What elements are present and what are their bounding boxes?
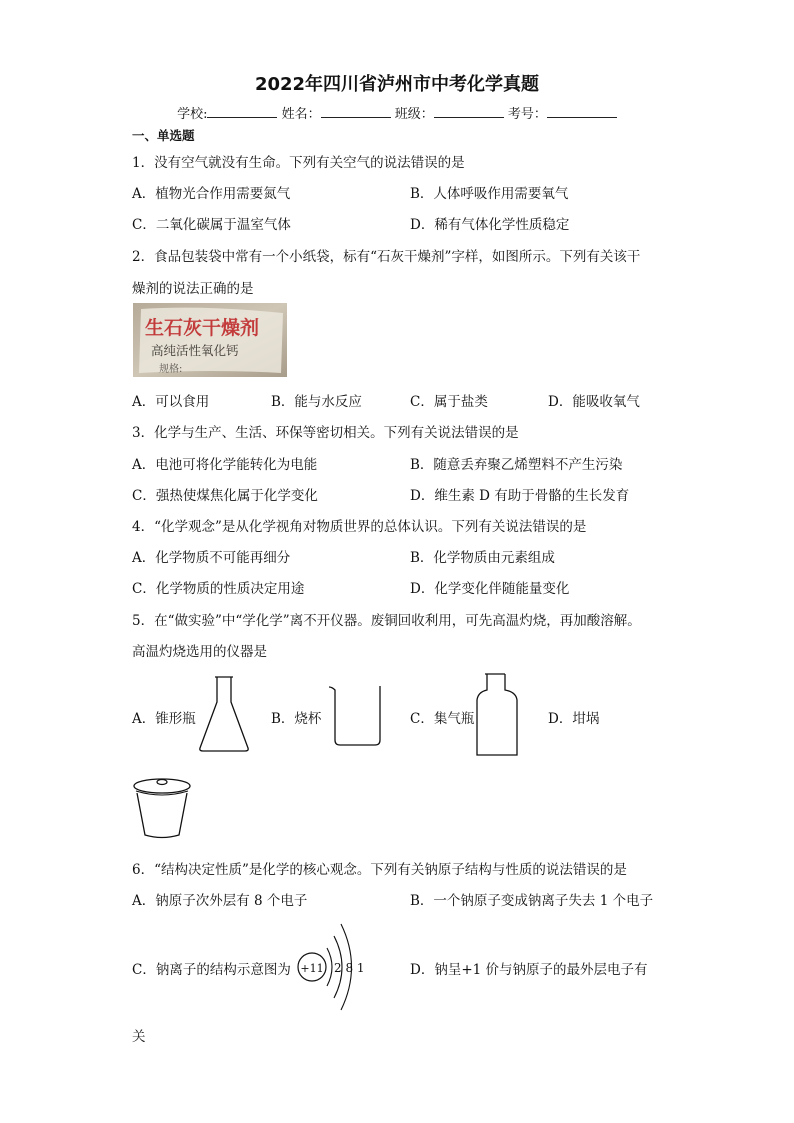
q4-option-d: D．化学变化伴随能量变化 (410, 581, 570, 597)
desiccant-package-photo (133, 303, 287, 377)
conical-flask-icon (196, 674, 256, 754)
q1-option-b: B．人体呼吸作用需要氧气 (410, 186, 569, 202)
q4-option-a: A．化学物质不可能再细分 (132, 550, 291, 566)
class-blank (434, 106, 504, 118)
nucleus-label: +11 (300, 962, 324, 975)
q2-option-c: C．属于盐类 (410, 394, 488, 410)
question-3-stem: 3．化学与生产、生活、环保等密切相关。下列有关说法错误的是 (132, 425, 519, 441)
q2-option-a: A．可以食用 (132, 394, 210, 410)
q3-option-d: D．维生素 D 有助于骨骼的生长发育 (410, 488, 630, 504)
q2-option-b: B．能与水反应 (271, 394, 362, 410)
q6-option-d-continued: 关 (132, 1029, 146, 1045)
photo-line-1: 生石灰干燥剂 (145, 317, 260, 339)
sodium-atom-structure-diagram (296, 920, 376, 1015)
school-blank (207, 106, 277, 118)
q3-option-c: C．强热使煤焦化属于化学变化 (132, 488, 318, 504)
q1-option-d: D．稀有气体化学性质稳定 (410, 217, 570, 233)
q3-option-b: B．随意丢弃聚乙烯塑料不产生污染 (410, 457, 623, 473)
desiccant-photo-graphic (133, 303, 287, 377)
beaker-icon (327, 683, 387, 753)
crucible-icon (130, 775, 200, 845)
school-label: 学校: (177, 107, 208, 122)
name-label: 姓名： (281, 107, 321, 122)
photo-line-3: 规格: (159, 364, 183, 375)
section-heading: 一、单选题 (132, 128, 195, 143)
exam-no-label: 考号： (507, 107, 547, 122)
page-title: 2022年四川省泸州市中考化学真题 (254, 74, 540, 95)
q4-option-c: C．化学物质的性质决定用途 (132, 581, 305, 597)
electron-shell-numbers: 2 8 1 (334, 961, 365, 975)
gas-collecting-bottle-icon (470, 670, 530, 765)
question-5-stem-line2: 高温灼烧选用的仪器是 (132, 644, 267, 660)
q6-option-c: C．钠离子的结构示意图为 (132, 962, 291, 978)
question-2-stem-line1: 2．食品包装袋中常有一个小纸袋，标有“石灰干燥剂”字样，如图所示。下列有关该干 (132, 249, 641, 265)
q5-option-c: C．集气瓶 (410, 711, 475, 727)
name-blank (321, 106, 391, 118)
question-4-stem: 4．“化学观念”是从化学视角对物质世界的总体认识。下列有关说法错误的是 (132, 519, 587, 535)
student-info-row (0, 103, 794, 122)
photo-line-2: 高纯活性氧化钙 (151, 343, 239, 358)
q5-option-b: B．烧杯 (271, 711, 322, 727)
q5-option-a: A．锥形瓶 (132, 711, 196, 727)
question-1-stem: 1．没有空气就没有生命。下列有关空气的说法错误的是 (132, 155, 465, 171)
question-2-stem-line2: 燥剂的说法正确的是 (132, 281, 254, 297)
q6-option-a: A．钠原子次外层有 8 个电子 (132, 893, 308, 909)
class-label: 班级： (394, 107, 434, 122)
exam-no-blank (547, 106, 617, 118)
q1-option-c: C．二氧化碳属于温室气体 (132, 217, 291, 233)
q1-option-a: A．植物光合作用需要氮气 (132, 186, 291, 202)
q3-option-a: A．电池可将化学能转化为电能 (132, 457, 318, 473)
q6-option-b: B．一个钠原子变成钠离子失去 1 个电子 (410, 893, 654, 909)
question-6-stem: 6．“结构决定性质”是化学的核心观念。下列有关钠原子结构与性质的说法错误的是 (132, 862, 627, 878)
q2-option-d: D．能吸收氧气 (548, 394, 640, 410)
q4-option-b: B．化学物质由元素组成 (410, 550, 555, 566)
q6-option-d: D．钠呈+1 价与钠原子的最外层电子有 (410, 962, 648, 978)
q5-option-d: D．坩埚 (548, 711, 600, 727)
question-5-stem-line1: 5．在“做实验”中“学化学”离不开仪器。废铜回收利用，可先高温灼烧，再加酸溶解。 (132, 613, 641, 629)
